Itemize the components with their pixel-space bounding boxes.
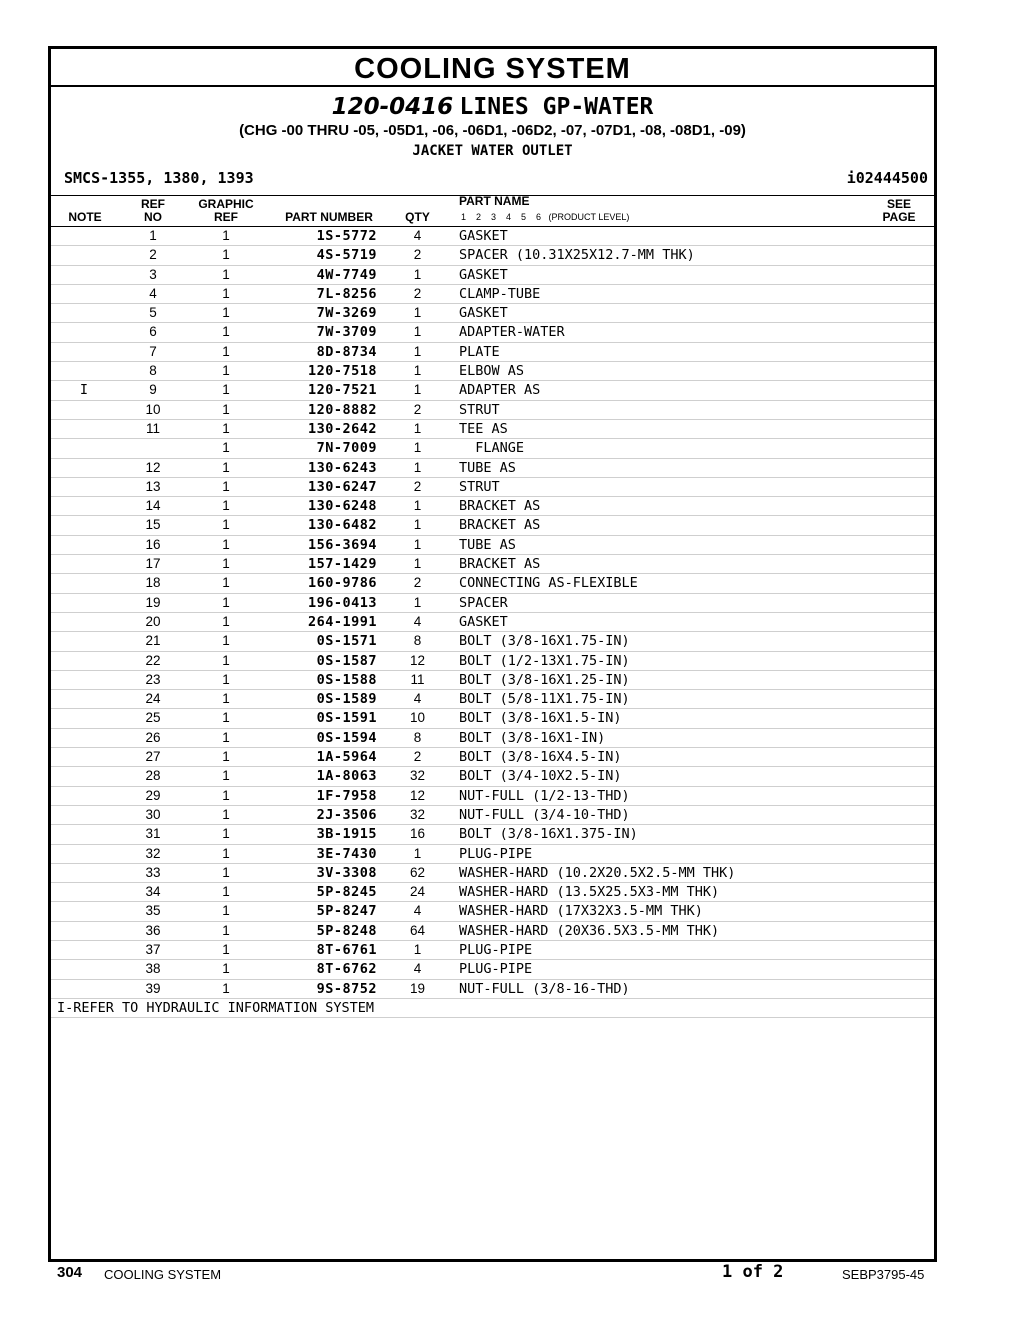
- row-graphic-ref: 1: [222, 556, 230, 572]
- table-row: [51, 825, 934, 844]
- row-part-number: 157-1429: [307, 556, 377, 573]
- row-part-number: 0S-1589: [316, 691, 377, 708]
- footnote: I-REFER TO HYDRAULIC INFORMATION SYSTEM: [51, 999, 934, 1018]
- row-ref-no: 34: [145, 884, 161, 900]
- row-qty: 32: [409, 806, 426, 822]
- header-part-name: PART NAME: [459, 194, 530, 208]
- row-qty: 1: [413, 382, 422, 398]
- row-ref-no: 24: [145, 691, 161, 707]
- table-row: [51, 574, 934, 593]
- row-part-name: BOLT (3/8-16X4.5-IN): [459, 749, 622, 766]
- table-row: [51, 227, 934, 246]
- table-row: [51, 285, 934, 304]
- illustration-id: i02444500: [846, 169, 928, 187]
- row-qty: 1: [413, 517, 422, 533]
- row-part-number: 3B-1915: [316, 826, 377, 843]
- row-part-number: 7W-3269: [316, 305, 377, 322]
- table-row: [51, 690, 934, 709]
- row-ref-no: 32: [145, 845, 161, 861]
- header-qty: QTY: [405, 210, 430, 224]
- row-part-number: 5P-8248: [316, 922, 377, 939]
- row-part-number: 130-6243: [307, 459, 377, 476]
- row-part-number: 120-7521: [307, 382, 377, 399]
- row-part-number: 1F-7958: [316, 787, 377, 804]
- row-part-name: SPACER (10.31X25X12.7-MM THK): [459, 247, 695, 264]
- row-qty: 1: [413, 459, 422, 475]
- table-row: [51, 652, 934, 671]
- row-ref-no: 37: [145, 941, 161, 957]
- header-see-bottom: PAGE: [882, 210, 916, 224]
- row-ref-no: 38: [145, 961, 161, 977]
- table-row: [51, 632, 934, 651]
- row-ref-no: 30: [145, 806, 161, 822]
- row-ref-no: 22: [145, 652, 161, 668]
- row-qty: 12: [409, 787, 426, 803]
- row-ref-no: 16: [145, 536, 161, 552]
- row-part-name: BOLT (3/4-10X2.5-IN): [459, 768, 622, 785]
- group-number: 120-0416: [331, 94, 454, 120]
- row-part-number: 1A-8063: [316, 768, 377, 785]
- subtitle: JACKET WATER OUTLET: [412, 143, 573, 159]
- row-qty: 19: [409, 980, 426, 996]
- row-part-number: 130-6247: [307, 478, 377, 495]
- row-qty: 2: [413, 401, 422, 417]
- table-row: [51, 845, 934, 864]
- row-ref-no: 21: [145, 633, 161, 649]
- row-qty: 8: [413, 729, 422, 745]
- row-qty: 1: [413, 845, 422, 861]
- row-qty: 12: [409, 652, 426, 668]
- table-row: [51, 381, 934, 400]
- row-graphic-ref: 1: [222, 343, 230, 359]
- table-row: [51, 401, 934, 420]
- row-qty: 16: [409, 826, 426, 842]
- row-part-name: SPACER: [459, 594, 508, 611]
- row-graphic-ref: 1: [222, 806, 230, 822]
- row-graphic-ref: 1: [222, 884, 230, 900]
- row-qty: 62: [409, 864, 426, 880]
- row-graphic-ref: 1: [222, 247, 230, 263]
- row-graphic-ref: 1: [222, 903, 230, 919]
- header-graphic-bottom: REF: [214, 210, 238, 224]
- row-ref-no: 3: [149, 266, 157, 282]
- header-part-number: PART NUMBER: [285, 210, 373, 224]
- row-graphic-ref: 1: [222, 691, 230, 707]
- row-part-number: 0S-1571: [316, 633, 377, 650]
- row-part-number: 4S-5719: [316, 247, 377, 264]
- row-part-number: 196-0413: [307, 594, 377, 611]
- row-ref-no: 39: [145, 980, 161, 996]
- row-part-name: WASHER-HARD (20X36.5X3.5-MM THK): [459, 922, 720, 939]
- row-qty: 1: [413, 305, 422, 321]
- row-part-number: 7N-7009: [316, 440, 377, 457]
- table-row: [51, 671, 934, 690]
- row-graphic-ref: 1: [222, 498, 230, 514]
- row-ref-no: 12: [145, 459, 161, 475]
- row-ref-no: 26: [145, 729, 161, 745]
- row-ref-no: 11: [145, 420, 160, 436]
- table-row: [51, 536, 934, 555]
- row-part-name: NUT-FULL (3/8-16-THD): [459, 980, 630, 997]
- row-qty: 1: [413, 324, 422, 340]
- row-part-name: WASHER-HARD (17X32X3.5-MM THK): [459, 903, 703, 920]
- row-qty: 2: [413, 478, 422, 494]
- row-part-name: BOLT (5/8-11X1.75-IN): [459, 691, 630, 708]
- row-graphic-ref: 1: [222, 363, 230, 379]
- row-qty: 1: [413, 363, 422, 379]
- row-graphic-ref: 1: [222, 961, 230, 977]
- header-note: NOTE: [68, 210, 102, 224]
- row-graphic-ref: 1: [222, 671, 230, 687]
- row-ref-no: 33: [145, 864, 161, 880]
- row-part-name: CONNECTING AS-FLEXIBLE: [459, 575, 638, 592]
- row-graphic-ref: 1: [222, 594, 230, 610]
- table-row: [51, 883, 934, 902]
- parts-table: [51, 227, 934, 1018]
- table-row: [51, 729, 934, 748]
- row-part-name: GASKET: [459, 228, 508, 244]
- row-graphic-ref: 1: [222, 536, 230, 552]
- table-row: [51, 246, 934, 265]
- table-row: [51, 941, 934, 960]
- row-part-name: PLATE: [459, 343, 500, 360]
- row-graphic-ref: 1: [222, 826, 230, 842]
- row-ref-no: 17: [145, 556, 161, 572]
- row-part-number: 4W-7749: [316, 266, 377, 283]
- row-part-number: 1S-5772: [316, 228, 377, 244]
- row-part-number: 8T-6762: [316, 961, 377, 978]
- row-part-name: WASHER-HARD (10.2X20.5X2.5-MM THK): [459, 864, 736, 881]
- row-ref-no: 13: [145, 478, 161, 494]
- table-row: [51, 516, 934, 535]
- row-part-number: 0S-1591: [316, 710, 377, 727]
- row-qty: 2: [413, 749, 422, 765]
- row-ref-no: 25: [145, 710, 161, 726]
- row-graphic-ref: 1: [222, 420, 230, 436]
- table-row: [51, 864, 934, 883]
- row-part-number: 264-1991: [307, 613, 377, 630]
- row-part-number: 5P-8245: [316, 884, 377, 901]
- row-ref-no: 2: [149, 247, 157, 263]
- row-part-number: 9S-8752: [316, 980, 377, 997]
- row-qty: 4: [413, 691, 422, 707]
- row-ref-no: 35: [145, 903, 161, 919]
- row-ref-no: 19: [145, 594, 161, 610]
- table-header: [51, 195, 934, 227]
- row-graphic-ref: 1: [222, 787, 230, 803]
- footer-section: COOLING SYSTEM: [104, 1267, 222, 1282]
- row-part-number: 1A-5964: [316, 749, 377, 766]
- footer-page-number: 304: [57, 1264, 83, 1281]
- row-graphic-ref: 1: [222, 613, 230, 629]
- row-part-name: STRUT: [459, 401, 500, 418]
- row-qty: 8: [413, 633, 422, 649]
- row-graphic-ref: 1: [222, 285, 230, 301]
- table-row: [51, 902, 934, 921]
- row-ref-no: 28: [145, 768, 161, 784]
- row-qty: 1: [413, 594, 422, 610]
- row-ref-no: 31: [145, 826, 161, 842]
- row-qty: 10: [409, 710, 426, 726]
- row-graphic-ref: 1: [222, 575, 230, 591]
- row-graphic-ref: 1: [222, 440, 230, 456]
- row-qty: 4: [413, 613, 422, 629]
- row-ref-no: 14: [145, 498, 161, 514]
- row-graphic-ref: 1: [222, 749, 230, 765]
- row-qty: 2: [413, 575, 422, 591]
- row-ref-no: 8: [149, 363, 157, 379]
- change-line: (CHG -00 THRU -05, -05D1, -06, -06D1, -06D2, -07, -07D1, -08, -08D1, -09): [239, 122, 746, 139]
- row-qty: 1: [413, 941, 422, 957]
- row-part-name: NUT-FULL (1/2-13-THD): [459, 787, 630, 804]
- row-graphic-ref: 1: [222, 266, 230, 282]
- row-part-number: 120-7518: [307, 363, 377, 380]
- row-part-name: BOLT (3/8-16X1-IN): [459, 729, 606, 746]
- table-row: [51, 960, 934, 979]
- title-bar: [51, 49, 934, 87]
- row-part-name: BRACKET AS: [459, 498, 541, 515]
- table-row: [51, 343, 934, 362]
- row-qty: 1: [413, 420, 422, 436]
- row-part-number: 0S-1588: [316, 671, 377, 688]
- table-row: [51, 594, 934, 613]
- row-part-name: PLUG-PIPE: [459, 961, 533, 978]
- table-row: [51, 555, 934, 574]
- row-ref-no: 1: [149, 228, 157, 243]
- row-qty: 1: [413, 440, 422, 456]
- row-qty: 1: [413, 266, 422, 282]
- row-qty: 2: [413, 285, 422, 301]
- row-ref-no: 9: [149, 382, 157, 398]
- row-part-name: TUBE AS: [459, 536, 516, 553]
- row-part-number: 0S-1587: [316, 652, 377, 669]
- row-graphic-ref: 1: [222, 401, 230, 417]
- header-ref-top: REF: [141, 197, 165, 211]
- row-qty: 4: [413, 961, 422, 977]
- row-qty: 1: [413, 498, 422, 514]
- row-qty: 64: [409, 922, 426, 938]
- row-part-number: 120-8882: [307, 401, 377, 418]
- table-row: [51, 748, 934, 767]
- row-part-number: 156-3694: [307, 536, 377, 553]
- row-part-name: FLANGE: [459, 440, 525, 457]
- row-graphic-ref: 1: [222, 941, 230, 957]
- row-part-name: BOLT (1/2-13X1.75-IN): [459, 652, 630, 669]
- row-ref-no: 15: [145, 517, 161, 533]
- row-part-number: 5P-8247: [316, 903, 377, 920]
- row-part-name: PLUG-PIPE: [459, 845, 533, 862]
- footer-page-of: 1 of 2: [722, 1262, 784, 1282]
- table-row: [51, 478, 934, 497]
- row-part-name: TUBE AS: [459, 459, 516, 476]
- row-part-name: ADAPTER-WATER: [459, 324, 565, 341]
- row-ref-no: 18: [145, 575, 161, 591]
- row-qty: 4: [413, 903, 422, 919]
- row-part-name: BOLT (3/8-16X1.75-IN): [459, 633, 630, 650]
- row-graphic-ref: 1: [222, 864, 230, 880]
- row-graphic-ref: 1: [222, 517, 230, 533]
- row-ref-no: 6: [149, 324, 157, 340]
- table-row: [51, 980, 934, 999]
- table-row: [51, 420, 934, 439]
- row-ref-no: 10: [145, 401, 161, 417]
- row-part-name: TEE AS: [459, 420, 508, 437]
- page-frame: [48, 46, 937, 1262]
- row-part-number: 130-2642: [307, 420, 377, 437]
- row-qty: 1: [413, 536, 422, 552]
- row-ref-no: 20: [145, 613, 161, 629]
- table-row: [51, 787, 934, 806]
- table-row: [51, 922, 934, 941]
- row-ref-no: 4: [149, 285, 157, 301]
- row-part-name: GASKET: [459, 613, 508, 630]
- row-part-name: GASKET: [459, 266, 508, 283]
- table-row: [51, 497, 934, 516]
- row-part-number: 3E-7430: [316, 845, 377, 862]
- table-row: [51, 304, 934, 323]
- row-ref-no: 23: [145, 671, 161, 687]
- row-graphic-ref: 1: [222, 459, 230, 475]
- row-part-number: 8T-6761: [316, 941, 377, 958]
- header-graphic-top: GRAPHIC: [198, 197, 254, 211]
- row-graphic-ref: 1: [222, 768, 230, 784]
- header-ref-bottom: NO: [144, 210, 162, 224]
- header-see-top: SEE: [886, 197, 911, 211]
- row-part-name: PLUG-PIPE: [459, 941, 533, 958]
- row-graphic-ref: 1: [222, 324, 230, 340]
- row-graphic-ref: 1: [222, 980, 230, 996]
- row-part-name: ADAPTER AS: [459, 382, 541, 399]
- row-qty: 1: [413, 556, 422, 572]
- row-part-name: BOLT (3/8-16X1.375-IN): [459, 826, 638, 843]
- table-row: [51, 362, 934, 381]
- table-row: [51, 266, 934, 285]
- row-part-name: BOLT (3/8-16X1.25-IN): [459, 671, 630, 688]
- table-row: [51, 439, 934, 458]
- row-ref-no: 29: [145, 787, 161, 803]
- table-row: [51, 459, 934, 478]
- row-part-number: 0S-1594: [316, 729, 377, 746]
- row-qty: 1: [413, 343, 422, 359]
- row-graphic-ref: 1: [222, 652, 230, 668]
- row-ref-no: 5: [149, 305, 157, 321]
- table-row: [51, 323, 934, 342]
- row-part-name: ELBOW AS: [459, 363, 525, 380]
- row-part-name: BRACKET AS: [459, 517, 541, 534]
- table-row: [51, 806, 934, 825]
- row-graphic-ref: 1: [222, 845, 230, 861]
- row-part-name: STRUT: [459, 478, 500, 495]
- row-note: I: [79, 382, 89, 399]
- smcs-codes: SMCS-1355, 1380, 1393: [64, 169, 254, 187]
- page-title: COOLING SYSTEM: [354, 53, 631, 85]
- row-part-name: NUT-FULL (3/4-10-THD): [459, 806, 630, 823]
- row-part-number: 130-6482: [307, 517, 377, 534]
- row-part-number: 7W-3709: [316, 324, 377, 341]
- row-qty: 24: [409, 884, 426, 900]
- row-qty: 2: [413, 247, 422, 263]
- row-part-name: GASKET: [459, 305, 508, 322]
- row-part-name: BRACKET AS: [459, 556, 541, 573]
- row-graphic-ref: 1: [222, 382, 230, 398]
- row-graphic-ref: 1: [222, 729, 230, 745]
- row-part-name: CLAMP-TUBE: [459, 285, 541, 302]
- row-part-name: BOLT (3/8-16X1.5-IN): [459, 710, 622, 727]
- row-part-number: 160-9786: [307, 575, 377, 592]
- row-part-number: 7L-8256: [316, 285, 377, 302]
- table-row: [51, 613, 934, 632]
- row-graphic-ref: 1: [222, 228, 230, 243]
- footer-doc-id: SEBP3795-45: [842, 1267, 925, 1282]
- row-ref-no: 36: [145, 922, 161, 938]
- row-ref-no: 7: [149, 343, 157, 359]
- row-graphic-ref: 1: [222, 922, 230, 938]
- row-part-number: 130-6248: [307, 498, 377, 515]
- row-part-number: 2J-3506: [316, 806, 377, 823]
- row-qty: 11: [410, 671, 425, 687]
- row-graphic-ref: 1: [222, 710, 230, 726]
- row-part-number: 8D-8734: [316, 343, 377, 360]
- row-part-name: WASHER-HARD (13.5X25.5X3-MM THK): [459, 884, 720, 901]
- row-graphic-ref: 1: [222, 305, 230, 321]
- table-row: [51, 767, 934, 786]
- row-graphic-ref: 1: [222, 478, 230, 494]
- row-graphic-ref: 1: [222, 633, 230, 649]
- row-qty: 32: [409, 768, 426, 784]
- row-part-number: 3V-3308: [316, 864, 377, 881]
- row-ref-no: 27: [145, 749, 161, 765]
- header-product-levels: 1 2 3 4 5 6 (PRODUCT LEVEL): [461, 212, 630, 222]
- table-row: [51, 709, 934, 728]
- row-qty: 4: [413, 228, 422, 243]
- group-name: LINES GP-WATER: [459, 94, 654, 120]
- group-heading: [51, 93, 934, 120]
